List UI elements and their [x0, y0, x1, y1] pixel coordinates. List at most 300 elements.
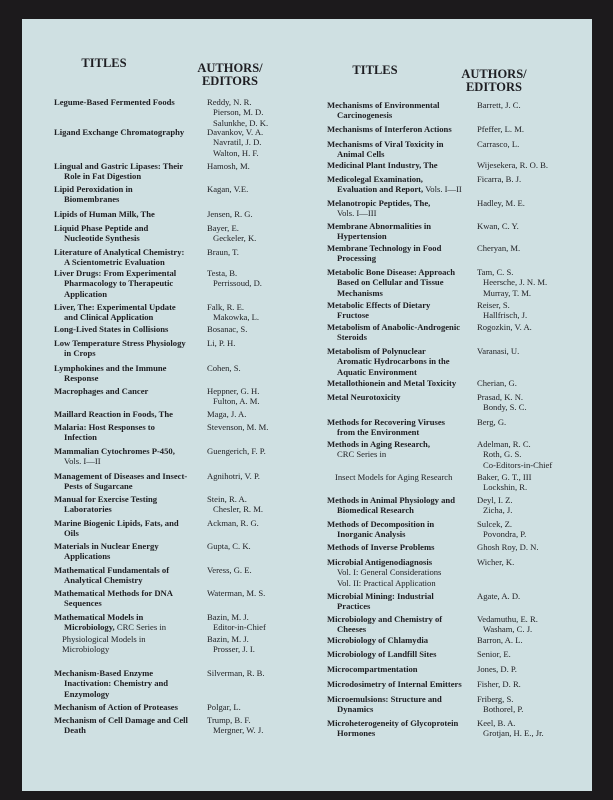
entry-title: [327, 243, 477, 264]
entry-authors: [477, 139, 519, 149]
entry-authors: [477, 679, 521, 689]
entry-author: Roth, G. S.: [483, 449, 522, 460]
entry-author: Stevenson, M. M.: [207, 422, 269, 432]
entry-title: [54, 161, 204, 182]
left-authors-header: [190, 62, 270, 88]
entry-author: Jensen, R. G.: [207, 209, 253, 219]
entry-author: Prosser, J. I.: [213, 644, 255, 655]
entry-author: Wijesekera, R. O. B.: [477, 160, 549, 170]
entry-author: Salunkhe, D. K.: [213, 117, 269, 128]
entry-title: [54, 97, 204, 107]
entry-title-line: Biomembranes: [64, 194, 120, 205]
entry-title-line: Cheeses: [337, 624, 367, 635]
entry-title-line: Metabolism of Polynuclear: [327, 346, 426, 356]
entry-title: [327, 718, 477, 739]
entry-author: Hadley, M. E.: [477, 198, 525, 208]
entry-title: [327, 100, 477, 121]
entry-author: Geckeler, K.: [213, 233, 257, 244]
entry-title-line: Aromatic Hydrocarbons in the: [337, 356, 450, 367]
entry-title-line: Liquid Phase Peptide and: [54, 223, 149, 233]
entry-authors: [477, 664, 517, 674]
entry-author: Guengerich, F. P.: [207, 446, 266, 456]
entry-authors: [207, 247, 239, 257]
entry-title-volumes: Vols. I—II: [64, 456, 101, 467]
entry-title-line: Nucleotide Synthesis: [64, 233, 140, 244]
entry-author: Stein, R. A.: [207, 494, 247, 504]
entry-author: Bosanac, S.: [207, 324, 248, 334]
entry-author: Kagan, V.E.: [207, 184, 249, 194]
entry-title: [54, 409, 204, 419]
entry-authors: [207, 209, 253, 219]
entry-title-line: Membrane Technology in Food: [327, 243, 442, 253]
entry-author: Gupta, C. K.: [207, 541, 251, 551]
entry-title-line: Microbiology and Chemistry of: [327, 614, 443, 624]
entry-title-line: Practices: [337, 601, 371, 612]
entry-title: [327, 139, 477, 160]
entry-authors: [207, 302, 259, 323]
entry-title-line: in Crops: [64, 348, 96, 359]
entry-title-line: Oils: [64, 528, 79, 539]
entry-title-line: Mechanism of Cell Damage and Cell: [54, 715, 188, 725]
entry-authors: [477, 198, 525, 208]
entry-title-line: Metal Neurotoxicity: [327, 392, 401, 402]
entry-title: [54, 324, 204, 334]
entry-authors: [207, 97, 268, 128]
entry-author: Perrissoud, D.: [213, 278, 262, 289]
entry-author: Heppner, G. H.: [207, 386, 260, 396]
entry-title-line: Membrane Abnormalities in: [327, 221, 432, 231]
entry-authors: [207, 541, 251, 551]
entry-author: Mergner, W. J.: [213, 725, 264, 736]
entry-title: [54, 702, 204, 712]
entry-title-line: Materials in Nuclear Energy: [54, 541, 159, 551]
entry-title-line: Management of Diseases and Insect-: [54, 471, 188, 481]
entry-author: Pfeffer, L. M.: [477, 124, 524, 134]
entry-author: Deyl, I. Z.: [477, 495, 513, 505]
entry-author: Vedamuthu, E. R.: [477, 614, 538, 624]
entry-title-volumes: CRC Series in: [337, 449, 387, 460]
entry-author: Bayer, E.: [207, 223, 239, 233]
entry-authors: [207, 422, 268, 432]
entry-authors: [477, 718, 544, 739]
entry-title-line: Hypertension: [337, 231, 387, 242]
entry-title: [54, 302, 204, 323]
entry-author: Carrasco, L.: [477, 139, 520, 149]
entry-author: Prasad, K. N.: [477, 392, 524, 402]
entry-title: [54, 471, 204, 492]
entry-title: [327, 472, 477, 482]
entry-title: [54, 223, 204, 244]
entry-author: Baker, G. T., III: [477, 472, 532, 482]
entry-title-line: Carcinogenesis: [337, 110, 393, 121]
entry-title-line: Laboratories: [64, 504, 112, 515]
entry-authors: [477, 472, 531, 493]
entry-author: Jones, D. P.: [477, 664, 517, 674]
left-authors-line-2: EDITORS: [201, 74, 259, 88]
entry-authors: [207, 338, 235, 348]
entry-title-line: and Clinical Application: [64, 312, 154, 323]
entry-title: [54, 184, 204, 205]
entry-title: [327, 346, 477, 377]
entry-title-line: Legume-Based Fermented Foods: [54, 97, 175, 107]
entry-authors: [207, 409, 246, 419]
entry-title-line: Metabolism of Anabolic-Androgenic: [327, 322, 461, 332]
entry-title: [327, 439, 477, 460]
entry-author: Walton, H. F.: [213, 147, 259, 158]
entry-authors: [207, 702, 241, 712]
entry-subseries-title: Microbiology: [62, 644, 110, 655]
entry-title-line: Infection: [64, 432, 97, 443]
entry-title-line: Lingual and Gastric Lipases: Their: [54, 161, 184, 171]
entry-author: Trump, B. F.: [207, 715, 251, 725]
entry-title: [327, 664, 477, 674]
entry-title: [54, 338, 204, 359]
entry-title-line: Animal Cells: [337, 149, 385, 160]
entry-title-line: Pests of Sugarcane: [64, 481, 133, 492]
catalog-page: [22, 19, 592, 791]
entry-title-line: Hormones: [337, 728, 376, 739]
entry-title-line: Mathematical Methods for DNA: [54, 588, 173, 598]
entry-author: Barrett, J. C.: [477, 100, 521, 110]
entry-title-line: from the Environment: [337, 427, 420, 438]
entry-title-line: Based on Cellular and Tissue: [337, 277, 444, 288]
entry-author: Hamosh, M.: [207, 161, 250, 171]
entry-author: Heersche, J. N. M.: [483, 277, 548, 288]
entry-author: Tam, C. S.: [477, 267, 514, 277]
entry-author: Ficarra, B. J.: [477, 174, 522, 184]
entry-authors: [477, 649, 511, 659]
entry-title-line: Low Temperature Stress Physiology: [54, 338, 186, 348]
entry-authors: [207, 268, 262, 289]
entry-authors: [207, 471, 260, 481]
entry-subseries-title: Physiological Models in: [62, 634, 146, 644]
entry-title: [327, 679, 477, 689]
entry-title-line: Medicinal Plant Industry, The: [327, 160, 438, 170]
entry-title-line: Mechanisms: [337, 287, 383, 298]
entry-title: [54, 715, 204, 736]
entry-authors: [477, 243, 520, 253]
entry-authors: [477, 322, 532, 332]
entry-title: [54, 268, 204, 299]
entry-author: Bazin, M. J.: [207, 634, 249, 644]
entry-authors: [207, 386, 260, 407]
entry-title-line: Application: [64, 288, 107, 299]
entry-authors: [477, 174, 521, 184]
entry-title-line: Processing: [337, 253, 376, 264]
entry-title: [327, 557, 477, 588]
entry-title: [327, 591, 477, 612]
entry-title-line: Death: [64, 725, 86, 736]
entry-authors: [207, 565, 252, 575]
entry-author: Cheryan, M.: [477, 243, 521, 253]
entry-title-line: Inorganic Analysis: [337, 529, 406, 540]
entry-title-line: Mammalian Cytochromes P-450,: [54, 446, 175, 456]
entry-title-line: Methods for Recovering Viruses: [327, 417, 445, 427]
entry-authors: [477, 300, 527, 321]
entry-title: [327, 174, 477, 195]
entry-title-suffix: Vols. I—II: [423, 184, 462, 195]
left-titles-header: TITLES: [81, 56, 127, 70]
entry-title: [327, 160, 477, 170]
entry-title: [54, 422, 204, 443]
entry-title: [327, 519, 477, 540]
entry-authors: [207, 161, 250, 171]
entry-title-line: Evaluation and Report,: [337, 184, 424, 195]
entry-author: Lockshin, R.: [483, 482, 528, 493]
entry-author: Reiser, S.: [477, 300, 510, 310]
entry-authors: [477, 495, 513, 516]
entry-title-line: Role in Fat Digestion: [64, 171, 142, 182]
entry-authors: [207, 363, 241, 373]
entry-title: [54, 634, 204, 655]
entry-authors: [207, 518, 259, 528]
entry-author: Murray, T. M.: [483, 287, 532, 298]
entry-title: [327, 300, 477, 321]
entry-author: Falk, R. E.: [207, 302, 245, 312]
entry-author: Polgar, L.: [207, 702, 241, 712]
entry-title-line: Steroids: [337, 332, 367, 343]
entry-author: Co-Editors-in-Chief: [483, 459, 553, 470]
entry-title-line: Metallothionein and Metal Toxicity: [327, 378, 457, 388]
entry-authors: [477, 591, 520, 601]
entry-author: Bazin, M. J.: [207, 612, 249, 622]
entry-title: [327, 221, 477, 242]
entry-volume-line: Vol. I: General Considerations: [337, 567, 442, 578]
entry-subseries-title: Insect Models for Aging Research: [335, 472, 453, 482]
entry-author: Cohen, S.: [207, 363, 241, 373]
entry-title-line: Microbial Mining: Industrial: [327, 591, 434, 601]
entry-title-line: Medicolegal Examination,: [327, 174, 423, 184]
entry-title: [54, 209, 204, 219]
entry-authors: [207, 634, 255, 655]
entry-authors: [477, 100, 521, 110]
entry-title: [54, 518, 204, 539]
entry-title-line: Microheterogeneity of Glycoprotein: [327, 718, 459, 728]
entry-title-suffix: CRC Series in: [114, 622, 167, 633]
entry-title-line: Inactivation: Chemistry and: [64, 678, 169, 689]
entry-title-line: Mechanisms of Viral Toxicity in: [327, 139, 444, 149]
entry-title-line: Dynamics: [337, 704, 374, 715]
entry-author: Sulcek, Z.: [477, 519, 513, 529]
entry-title-line: Long-Lived States in Collisions: [54, 324, 169, 334]
entry-title: [54, 386, 204, 396]
entry-title-line: Mechanism-Based Enzyme: [54, 668, 154, 678]
entry-authors: [207, 494, 263, 515]
entry-title-line: Mathematical Fundamentals of: [54, 565, 170, 575]
entry-authors: [207, 446, 266, 456]
entry-title-line: Lymphokines and the Immune: [54, 363, 167, 373]
entry-author: Wicher, K.: [477, 557, 515, 567]
entry-author: Navratil, J. D.: [213, 137, 262, 148]
entry-title-line: Analytical Chemistry: [64, 575, 143, 586]
entry-authors: [477, 542, 539, 552]
entry-title-line: Pharmacology to Therapeutic: [64, 278, 174, 289]
entry-author: Rogozkin, V. A.: [477, 322, 532, 332]
entry-author: Waterman, M. S.: [207, 588, 266, 598]
entry-title: [327, 124, 477, 134]
entry-authors: [477, 417, 506, 427]
entry-title: [327, 614, 477, 635]
entry-title: [54, 494, 204, 515]
right-authors-line-2: EDITORS: [465, 80, 523, 94]
entry-author: Bondy, S. C.: [483, 402, 527, 413]
entry-author: Ackman, R. G.: [207, 518, 259, 528]
entry-title-line: Lipids of Human Milk, The: [54, 209, 155, 219]
entry-authors: [207, 184, 248, 194]
entry-authors: [477, 614, 538, 635]
entry-title: [327, 322, 477, 343]
entry-title-line: Mechanisms of Environmental: [327, 100, 440, 110]
entry-authors: [477, 378, 517, 388]
entry-title-line: Maillard Reaction in Foods, The: [54, 409, 173, 419]
entry-title: [54, 541, 204, 562]
entry-authors: [477, 267, 547, 298]
entry-title-line: Microdosimetry of Internal Emitters: [327, 679, 462, 689]
entry-author: Veress, G. E.: [207, 565, 252, 575]
entry-author: Adelman, R. C.: [477, 439, 531, 449]
entry-title: [327, 694, 477, 715]
entry-author: Chesler, R. M.: [213, 504, 264, 515]
entry-title-line: Enzymology: [64, 688, 110, 699]
entry-title: [54, 565, 204, 586]
entry-title: [327, 267, 477, 298]
entry-author: Li, P. H.: [207, 338, 236, 348]
entry-author: Grotjan, H. E., Jr.: [483, 728, 544, 739]
entry-title-line: Methods of Decomposition in: [327, 519, 435, 529]
entry-title-line: Microbial Antigenodiagnosis: [327, 557, 433, 567]
entry-title-line: Macrophages and Cancer: [54, 386, 149, 396]
entry-title-line: Marine Biogenic Lipids, Fats, and: [54, 518, 179, 528]
entry-author: Fisher, D. R.: [477, 679, 521, 689]
entry-title-line: Mechanism of Action of Proteases: [54, 702, 178, 712]
entry-authors: [477, 346, 519, 356]
entry-title: [327, 417, 477, 438]
entry-author: Makowka, L.: [213, 312, 260, 323]
entry-title-line: Malaria: Host Responses to: [54, 422, 155, 432]
entry-author: Berg, G.: [477, 417, 507, 427]
entry-authors: [207, 324, 247, 334]
entry-author: Povondra, P.: [483, 529, 527, 540]
entry-author: Washam, C. J.: [483, 624, 533, 635]
entry-title-line: Mathematical Models in: [54, 612, 144, 622]
entry-author: Senior, E.: [477, 649, 511, 659]
entry-authors: [207, 223, 256, 244]
entry-title-line: Microbiology,: [64, 622, 115, 633]
entry-title-line: Literature of Analytical Chemistry:: [54, 247, 185, 257]
entry-author: Silverman, R. B.: [207, 668, 265, 678]
entry-title: [327, 495, 477, 516]
entry-authors: [477, 557, 514, 567]
left-authors-line-1: AUTHORS/: [197, 61, 263, 75]
entry-title: [54, 363, 204, 384]
entry-volume-line: Vol. II: Practical Application: [337, 577, 436, 588]
entry-title-volumes: Vols. I—III: [337, 208, 377, 219]
entry-title-line: Metabolic Bone Disease: Approach: [327, 267, 456, 277]
entry-title: [327, 649, 477, 659]
entry-author: Keel, B. A.: [477, 718, 516, 728]
right-authors-line-1: AUTHORS/: [461, 67, 527, 81]
entry-author: Cherian, G.: [477, 378, 517, 388]
entry-authors: [477, 694, 523, 715]
entry-authors: [207, 612, 266, 633]
entry-title: [327, 198, 477, 219]
entry-author: Reddy, N. R.: [207, 97, 252, 107]
entry-title-line: Melanotropic Peptides, The,: [327, 198, 431, 208]
entry-author: Davankov, V. A.: [207, 127, 264, 137]
entry-title: [327, 542, 477, 552]
entry-title-line: Aquatic Environment: [337, 366, 417, 377]
entry-author: Braun, T.: [207, 247, 239, 257]
entry-authors: [477, 160, 548, 170]
entry-author: Fulton, A. M.: [213, 396, 260, 407]
entry-title-line: Lipid Peroxidation in: [54, 184, 133, 194]
entry-authors: [207, 668, 265, 678]
entry-authors: [477, 124, 524, 134]
entry-title: [54, 247, 204, 268]
entry-authors: [207, 127, 263, 158]
entry-author: Testa, B.: [207, 268, 238, 278]
entry-authors: [477, 635, 523, 645]
entry-title: [54, 612, 204, 633]
right-titles-header: TITLES: [352, 63, 398, 77]
entry-title-line: Methods of Inverse Problems: [327, 542, 435, 552]
entry-title-line: Microcompartmentation: [327, 664, 418, 674]
entry-title-line: Applications: [64, 551, 111, 562]
entry-title-line: Fructose: [337, 310, 369, 321]
entry-title: [327, 635, 477, 645]
entry-authors: [477, 519, 526, 540]
entry-title-line: Biomedical Research: [337, 505, 414, 516]
entry-authors: [477, 439, 552, 470]
entry-title-line: Methods in Aging Research,: [327, 439, 430, 449]
entry-author: Varanasi, U.: [477, 346, 520, 356]
entry-title: [54, 668, 204, 699]
entry-author: Editor-in-Chief: [213, 622, 266, 633]
entry-author: Agnihotri, V. P.: [207, 471, 260, 481]
entry-authors: [477, 392, 527, 413]
entry-author: Maga, J. A.: [207, 409, 247, 419]
entry-title-line: Sequences: [64, 598, 102, 609]
entry-author: Agate, A. D.: [477, 591, 521, 601]
entry-author: Zicha, J.: [483, 505, 513, 516]
entry-author: Bothorel, P.: [483, 704, 524, 715]
entry-title-line: Methods in Animal Physiology and: [327, 495, 455, 505]
entry-title-line: Microbiology of Chlamydia: [327, 635, 429, 645]
entry-title: [54, 446, 204, 467]
entry-title: [54, 588, 204, 609]
entry-title-line: Manual for Exercise Testing: [54, 494, 158, 504]
entry-authors: [207, 715, 263, 736]
entry-author: Friberg, S.: [477, 694, 514, 704]
entry-author: Pierson, M. D.: [213, 107, 264, 118]
entry-author: Ghosh Roy, D. N.: [477, 542, 539, 552]
entry-title-line: Liver Drugs: From Experimental: [54, 268, 177, 278]
entry-authors: [207, 588, 265, 598]
entry-title-line: A Scientometric Evaluation: [64, 257, 165, 268]
entry-title-line: Metabolic Effects of Dietary: [327, 300, 431, 310]
entry-title-line: Ligand Exchange Chromatography: [54, 127, 185, 137]
entry-title-line: Response: [64, 373, 99, 384]
entry-title: [327, 392, 477, 402]
entry-author: Kwan, C. Y.: [477, 221, 519, 231]
entry-title-line: Microemulsions: Structure and: [327, 694, 442, 704]
entry-title: [54, 127, 204, 137]
entry-title-line: Liver, The: Experimental Update: [54, 302, 176, 312]
entry-title-line: Mechanisms of Interferon Actions: [327, 124, 452, 134]
entry-author: Barron, A. L.: [477, 635, 523, 645]
right-authors-header: [454, 68, 534, 94]
entry-title-line: Microbiology of Landfill Sites: [327, 649, 437, 659]
